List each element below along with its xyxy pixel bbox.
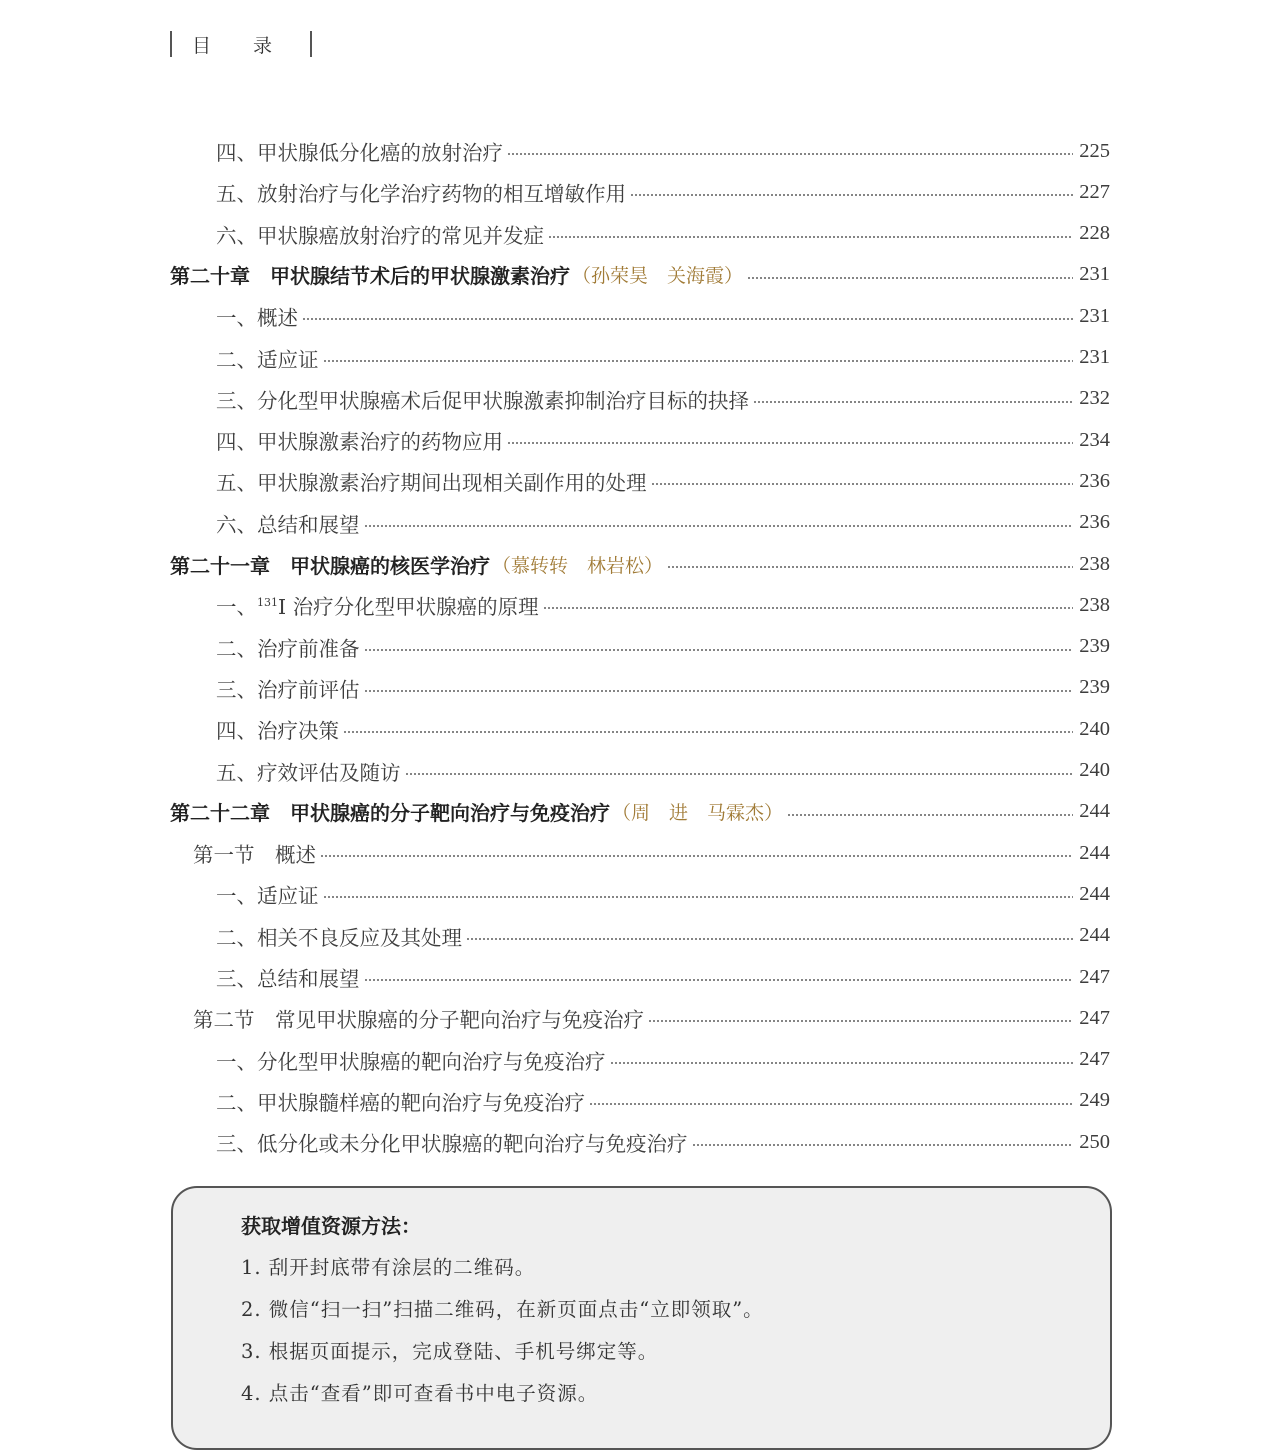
toc-item <box>216 918 1110 954</box>
toc-entry-title <box>193 838 316 868</box>
page-number: 234 <box>1079 428 1110 451</box>
toc-item <box>216 959 1110 995</box>
resource-title: 获取增值资源方法： <box>241 1214 421 1238</box>
dot-leader <box>364 979 1074 981</box>
toc-entry-text: 五、放射治疗与化学治疗药物的相互增敏作用 <box>216 182 626 207</box>
chapter-authors: （周 进 马霖杰） <box>612 802 784 825</box>
toc-entry-text: 第二十二章 甲状腺癌的分子靶向治疗与免疫治疗 <box>170 801 610 826</box>
dot-leader <box>364 525 1074 527</box>
toc-entry-text: 四、甲状腺低分化癌的放射治疗 <box>216 141 503 165</box>
toc-item <box>216 711 1110 747</box>
page-number: 240 <box>1079 759 1110 781</box>
toc-item <box>216 505 1110 541</box>
toc-entry-title <box>216 508 360 538</box>
header-title: 目 录 <box>192 34 291 57</box>
dot-leader <box>610 1062 1074 1064</box>
toc-entry-prefix: 一、 <box>216 595 257 620</box>
dot-leader <box>630 194 1073 196</box>
toc-item <box>216 1042 1110 1078</box>
toc-entry-title <box>216 1086 585 1116</box>
resource-step: 3. 根据页面提示，完成登陆、手机号绑定等。 <box>241 1340 659 1363</box>
toc-entry-title <box>216 590 539 620</box>
page-number: 227 <box>1079 180 1110 203</box>
toc-entry-title <box>216 301 298 331</box>
toc-entry-title <box>216 673 360 703</box>
toc-entry-title <box>216 756 401 786</box>
page-number: 244 <box>1079 841 1110 864</box>
running-header <box>170 30 312 58</box>
toc-section <box>193 835 1110 871</box>
page-number: 240 <box>1079 717 1110 740</box>
dot-leader <box>323 896 1074 898</box>
toc-entry-title <box>216 1045 606 1075</box>
toc-item <box>216 298 1110 334</box>
dot-leader <box>323 360 1074 362</box>
toc-entry-text: I 治疗分化型甲状腺癌的原理 <box>278 595 539 620</box>
page-number: 231 <box>1079 346 1110 368</box>
header-left-rule <box>170 31 172 57</box>
toc-entry-title <box>170 550 490 579</box>
toc-entry-text: 二、适应证 <box>216 347 319 372</box>
dot-leader <box>320 855 1073 857</box>
toc-item <box>216 340 1110 376</box>
dot-leader <box>692 1144 1074 1146</box>
toc-entry-text: 二、甲状腺髓样癌的靶向治疗与免疫治疗 <box>216 1090 585 1115</box>
toc-item <box>216 1083 1110 1119</box>
page-number: 231 <box>1079 304 1110 327</box>
resource-step: 2. 微信“扫一扫”扫描二维码，在新页面点击“立即领取”。 <box>241 1298 764 1321</box>
toc-entry-title <box>216 1127 688 1157</box>
toc-entry-text: 三、治疗前评估 <box>216 677 360 702</box>
page-number: 247 <box>1079 1006 1110 1029</box>
toc-chapter <box>170 257 1110 293</box>
dot-leader <box>507 153 1073 155</box>
toc-entry-title <box>216 466 647 496</box>
dot-leader <box>648 1020 1073 1022</box>
toc-entry-title <box>216 136 503 166</box>
toc-entry-title <box>216 714 339 744</box>
toc-entry-text: 五、甲状腺激素治疗期间出现相关副作用的处理 <box>216 471 647 496</box>
page-number: 236 <box>1079 511 1110 534</box>
toc-entry-text: 四、治疗决策 <box>216 719 339 744</box>
header-right-rule <box>310 31 312 57</box>
dot-leader <box>405 773 1074 775</box>
toc-entry-title <box>170 260 570 289</box>
toc-entry-text: 二、治疗前准备 <box>216 636 360 661</box>
toc-item <box>216 629 1110 665</box>
dot-leader <box>548 236 1073 238</box>
page-number: 238 <box>1079 552 1110 575</box>
page-number: 228 <box>1079 222 1110 245</box>
toc-section <box>193 1000 1110 1036</box>
page-number: 244 <box>1079 800 1110 823</box>
toc-entry-title <box>216 962 360 992</box>
toc-entry-title <box>216 921 462 951</box>
page-number: 250 <box>1079 1130 1110 1153</box>
toc-chapter <box>170 794 1110 830</box>
page-number: 244 <box>1079 924 1110 947</box>
dot-leader <box>667 566 1073 568</box>
toc-entry-title <box>193 1003 644 1033</box>
toc-entry-title <box>216 177 626 207</box>
toc-item <box>216 133 1110 169</box>
toc-entry-title <box>216 632 360 662</box>
dot-leader <box>343 731 1073 733</box>
toc-item <box>216 753 1110 789</box>
page-number: 232 <box>1079 387 1110 410</box>
dot-leader <box>364 649 1074 651</box>
toc-entry-text: 一、分化型甲状腺癌的靶向治疗与免疫治疗 <box>216 1049 606 1074</box>
dot-leader <box>543 607 1074 609</box>
isotope-superscript: 131 <box>257 596 278 610</box>
toc-item <box>216 174 1110 210</box>
page-number: 244 <box>1079 882 1110 905</box>
toc-entry-text: 一、概述 <box>216 306 298 331</box>
dot-leader <box>302 318 1073 320</box>
page-number: 247 <box>1079 1048 1110 1071</box>
page-number: 238 <box>1079 593 1110 616</box>
toc-entry-title <box>170 797 610 826</box>
toc-entry-text: 第一节 概述 <box>193 843 316 868</box>
toc-item <box>216 381 1110 417</box>
toc-entry-text: 六、总结和展望 <box>216 512 360 537</box>
toc-entry-text: 六、甲状腺癌放射治疗的常见并发症 <box>216 223 544 248</box>
toc-item <box>216 670 1110 706</box>
dot-leader <box>507 442 1073 444</box>
toc-entry-title <box>216 425 503 455</box>
toc-entry-text: 五、疗效评估及随访 <box>216 760 401 785</box>
dot-leader <box>787 814 1073 816</box>
toc-entry-text: 第二十章 甲状腺结节术后的甲状腺激素治疗 <box>170 264 570 289</box>
dot-leader <box>753 401 1073 403</box>
page-number: 239 <box>1079 635 1110 658</box>
resource-step: 4. 点击“查看”即可查看书中电子资源。 <box>241 1382 599 1405</box>
toc-entry-text: 第二十一章 甲状腺癌的核医学治疗 <box>170 553 490 578</box>
toc-entry-text: 第二节 常见甲状腺癌的分子靶向治疗与免疫治疗 <box>193 1008 644 1033</box>
toc-chapter <box>170 546 1110 582</box>
toc-entry-text: 四、甲状腺激素治疗的药物应用 <box>216 430 503 455</box>
toc-entry-text: 一、适应证 <box>216 884 319 909</box>
page-number: 236 <box>1079 469 1110 492</box>
page-number: 239 <box>1079 676 1110 699</box>
resource-instructions-box <box>171 1186 1112 1450</box>
toc-entry-text: 三、总结和展望 <box>216 967 360 991</box>
dot-leader <box>651 483 1074 485</box>
toc-entry-text: 二、相关不良反应及其处理 <box>216 925 462 950</box>
toc-entry-title <box>216 219 544 249</box>
dot-leader <box>747 277 1073 279</box>
resource-step: 1. 刮开封底带有涂层的二维码。 <box>241 1256 536 1279</box>
toc-entry-title <box>216 384 749 414</box>
chapter-authors: （慕转转 林岩松） <box>492 554 664 577</box>
toc-entry-text: 三、低分化或未分化甲状腺癌的靶向治疗与免疫治疗 <box>216 1132 688 1157</box>
toc-entry-text: 三、分化型甲状腺癌术后促甲状腺激素抑制治疗目标的抉择 <box>216 388 749 413</box>
page-number: 249 <box>1079 1089 1110 1112</box>
dot-leader <box>589 1103 1073 1105</box>
chapter-authors: （孙荣昊 关海霞） <box>572 265 744 288</box>
page-number: 231 <box>1079 263 1110 286</box>
dot-leader <box>466 938 1073 940</box>
page-number: 247 <box>1079 965 1110 988</box>
toc-entry-title <box>216 343 319 373</box>
page-number: 225 <box>1079 139 1110 162</box>
toc-entry-title <box>216 879 319 909</box>
toc-item <box>216 1124 1110 1160</box>
toc-item <box>216 216 1110 252</box>
toc-item <box>216 422 1110 458</box>
toc-item <box>216 463 1110 499</box>
toc-item <box>216 587 1110 623</box>
toc-item <box>216 876 1110 912</box>
dot-leader <box>364 690 1074 692</box>
